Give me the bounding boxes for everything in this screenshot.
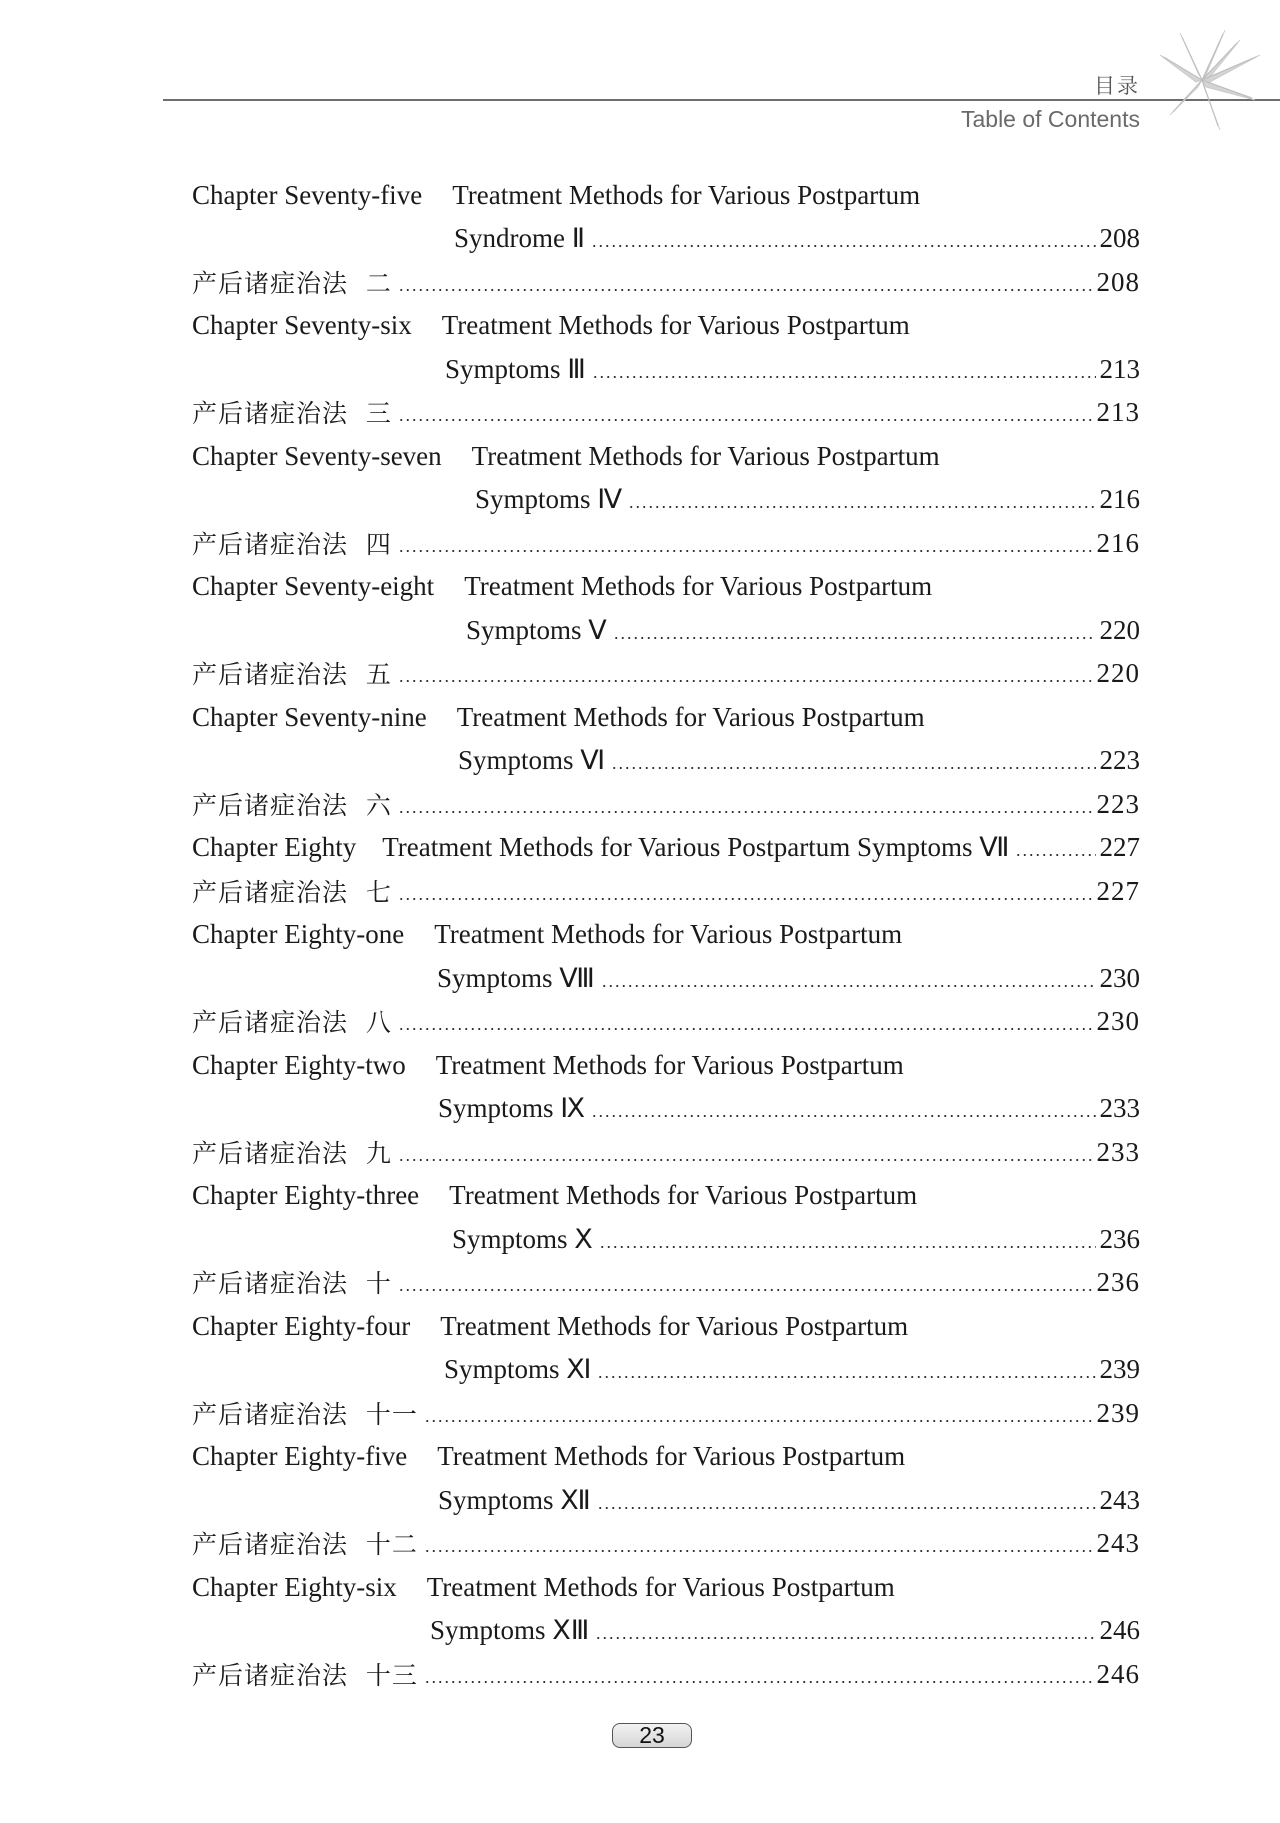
dot-leader — [591, 245, 1095, 247]
page-ref: 223 — [1099, 745, 1140, 775]
chapter-title: Treatment Methods for Various Postpartum — [426, 1571, 895, 1602]
chapter-title-cn: 产后诸症治法 三 — [192, 399, 392, 428]
chapter-title-cont: Symptoms Ⅴ — [466, 614, 607, 645]
dot-leader — [613, 637, 1096, 639]
page-ref: 220 — [1099, 614, 1140, 645]
page-number: 23 — [639, 1722, 665, 1748]
page-ref: 208 — [1099, 223, 1140, 253]
toc-entry-en-line2[interactable] — [192, 1087, 1140, 1131]
chapter-title: Treatment Methods for Various Postpartum — [434, 919, 903, 949]
chapter-title: Treatment Methods for Various Postpartum — [440, 1310, 909, 1341]
chapter-title-cont: Symptoms Ⅸ — [438, 1093, 586, 1123]
chapter-number: Chapter Eighty-two — [192, 1049, 406, 1080]
dot-leader — [591, 1115, 1095, 1117]
chapter-title-cn: 产后诸症治法 七 — [192, 877, 392, 907]
chapter-title: Treatment Methods for Various Postpartum — [464, 571, 933, 601]
chapter-title: Treatment Methods for Various Postpartum — [435, 1049, 904, 1080]
dot-leader — [398, 1289, 1093, 1291]
dot-leader — [398, 898, 1093, 900]
dot-leader — [398, 289, 1093, 291]
page-ref: 216 — [1099, 484, 1140, 514]
dot-leader — [595, 1637, 1095, 1639]
dot-leader — [628, 506, 1095, 508]
table-of-contents — [192, 173, 1140, 1696]
page-ref: 230 — [1096, 1006, 1140, 1036]
toc-entry-en-line2[interactable] — [192, 347, 1140, 391]
chapter-title-cont: Symptoms Ⅻ — [438, 1484, 591, 1515]
chapter-title: Treatment Methods for Various Postpartum — [471, 440, 940, 471]
dot-leader — [601, 985, 1096, 987]
toc-entry-en-line2[interactable] — [192, 739, 1140, 783]
page-ref: 230 — [1099, 962, 1140, 993]
toc-entry-cn[interactable] — [192, 391, 1140, 435]
dot-leader — [398, 1159, 1093, 1161]
toc-entry-en-line1[interactable] — [192, 434, 1140, 478]
dot-leader — [424, 1681, 1093, 1683]
chapter-number: Chapter Eighty-one — [192, 919, 405, 949]
page-number-badge — [612, 1723, 692, 1748]
chapter-number: Chapter Eighty-five — [192, 1441, 408, 1471]
chapter-number: Chapter Seventy-eight — [192, 571, 435, 601]
toc-entry-en-line1[interactable] — [192, 1565, 1140, 1609]
page-ref: 246 — [1099, 1615, 1140, 1645]
page-ref: 236 — [1099, 1223, 1140, 1254]
toc-entry-en-line1[interactable] — [192, 1174, 1140, 1218]
chapter-title-cont: Symptoms Ⅺ — [444, 1354, 592, 1384]
dot-leader — [597, 1376, 1095, 1378]
toc-entry-cn[interactable] — [192, 869, 1140, 913]
chapter-title: Treatment Methods for Various Postpartum — [456, 701, 925, 732]
toc-entry-cn[interactable] — [192, 1391, 1140, 1435]
dot-leader — [597, 1507, 1096, 1509]
chapter-title: Treatment Methods for Various Postpartum — [452, 179, 921, 210]
chapter-title-cn: 产后诸症治法 十 — [192, 1269, 392, 1298]
toc-entry-en-line2[interactable] — [192, 608, 1140, 652]
toc-entry-en-line2[interactable] — [192, 1478, 1140, 1522]
toc-entry-en-line2[interactable] — [192, 1348, 1140, 1392]
chapter-title-cn: 产后诸症治法 十一 — [192, 1399, 418, 1429]
dot-leader — [424, 1550, 1093, 1552]
page-ref: 246 — [1096, 1658, 1140, 1689]
page-ref: 243 — [1099, 1484, 1140, 1515]
bamboo-leaf-icon — [1140, 25, 1270, 135]
toc-entry-en-line1[interactable] — [192, 913, 1140, 957]
chapter-title-cn: 产后诸症治法 九 — [192, 1138, 392, 1168]
toc-entry-en-line2[interactable] — [192, 217, 1140, 261]
toc-entry-en-line1[interactable] — [192, 304, 1140, 348]
toc-entry-en-line1[interactable] — [192, 695, 1140, 739]
toc-entry-cn[interactable] — [192, 521, 1140, 565]
chapter-title-cn: 产后诸症治法 八 — [192, 1008, 392, 1037]
chapter-number: Chapter Eighty-six — [192, 1571, 397, 1602]
chapter-title: Treatment Methods for Various Postpartum — [449, 1180, 918, 1210]
page-ref: 216 — [1096, 527, 1140, 558]
chapter-title-cn: 产后诸症治法 六 — [192, 790, 392, 820]
toc-entry-en-line1[interactable] — [192, 1043, 1140, 1087]
dot-leader — [611, 767, 1095, 769]
chapter-number: Chapter Seventy-nine — [192, 701, 427, 732]
toc-entry-cn[interactable] — [192, 260, 1140, 304]
dot-leader — [424, 1420, 1093, 1422]
page-ref: 243 — [1096, 1528, 1140, 1558]
chapter-title-cont: Symptoms Ⅷ — [437, 962, 595, 993]
toc-entry-en-line2[interactable] — [192, 478, 1140, 522]
toc-entry-en-line1[interactable] — [192, 173, 1140, 217]
chapter-title: Treatment Methods for Various Postpartum — [437, 1441, 906, 1471]
page-ref: 233 — [1096, 1136, 1140, 1167]
page-ref: 227 — [1096, 875, 1140, 906]
dot-leader — [398, 680, 1093, 682]
chapter-title-cont: Symptoms ⅩⅢ — [430, 1615, 590, 1645]
toc-entry-cn[interactable] — [192, 1261, 1140, 1305]
toc-entry-en-line2[interactable] — [192, 956, 1140, 1000]
toc-entry-cn[interactable] — [192, 652, 1140, 696]
page-ref: 223 — [1096, 788, 1140, 819]
chapter-title-cont: Symptoms Ⅳ — [475, 484, 623, 514]
chapter-title-cn: 产后诸症治法 二 — [192, 268, 392, 298]
page-ref: 213 — [1096, 397, 1140, 427]
toc-entry-cn[interactable] — [192, 1000, 1140, 1044]
toc-entry-cn[interactable] — [192, 1522, 1140, 1566]
header-title-cn: 目录 — [1094, 74, 1140, 98]
page-ref: 227 — [1099, 832, 1140, 862]
toc-entry-cn[interactable] — [192, 1130, 1140, 1174]
dot-leader — [398, 550, 1093, 552]
page-ref: 239 — [1096, 1397, 1140, 1428]
header-title-en: Table of Contents — [960, 106, 1140, 132]
chapter-title-cn: 产后诸症治法 十二 — [192, 1530, 418, 1559]
toc-entry-en-line1[interactable] — [192, 565, 1140, 609]
chapter-title-cn: 产后诸症治法 十三 — [192, 1660, 418, 1690]
page-ref: 236 — [1096, 1267, 1140, 1297]
toc-entry-en-line1[interactable] — [192, 826, 1140, 870]
chapter-title-cont: Symptoms Ⅵ — [458, 745, 606, 775]
chapter-number: Chapter Seventy-five — [192, 179, 423, 210]
toc-entry-en-line2[interactable] — [192, 1609, 1140, 1653]
page-ref: 233 — [1099, 1093, 1140, 1123]
chapter-title-cn: 产后诸症治法 五 — [192, 660, 392, 689]
dot-leader — [1015, 854, 1095, 856]
page-ref: 213 — [1099, 353, 1140, 384]
page-ref: 220 — [1096, 658, 1140, 688]
chapter-title: Treatment Methods for Various Postpartum — [441, 310, 910, 340]
page-ref: 208 — [1096, 266, 1140, 297]
chapter-number: Chapter Eighty — [192, 832, 357, 862]
dot-leader — [599, 1246, 1096, 1248]
chapter-number: Chapter Eighty-four — [192, 1310, 411, 1341]
dot-leader — [398, 419, 1093, 421]
toc-entry-en-line2[interactable] — [192, 1217, 1140, 1261]
chapter-title-cont: Symptoms Ⅹ — [452, 1223, 593, 1254]
dot-leader — [398, 1028, 1093, 1030]
chapter-title-cont: Symptoms Ⅲ — [445, 353, 586, 384]
toc-entry-en-line1[interactable] — [192, 1304, 1140, 1348]
chapter-title-cn: 产后诸症治法 四 — [192, 529, 392, 559]
chapter-title-cont: Syndrome Ⅱ — [454, 223, 586, 253]
chapter-number: Chapter Seventy-seven — [192, 440, 442, 471]
dot-leader — [398, 811, 1093, 813]
chapter-title: Treatment Methods for Various Postpartum Symptoms Ⅶ — [382, 832, 1010, 862]
page-ref: 239 — [1099, 1354, 1140, 1384]
chapter-number: Chapter Eighty-three — [192, 1180, 420, 1210]
dot-leader — [592, 376, 1096, 378]
chapter-number: Chapter Seventy-six — [192, 310, 412, 340]
toc-entry-cn[interactable] — [192, 782, 1140, 826]
toc-entry-en-line1[interactable] — [192, 1435, 1140, 1479]
toc-entry-cn[interactable] — [192, 1652, 1140, 1696]
